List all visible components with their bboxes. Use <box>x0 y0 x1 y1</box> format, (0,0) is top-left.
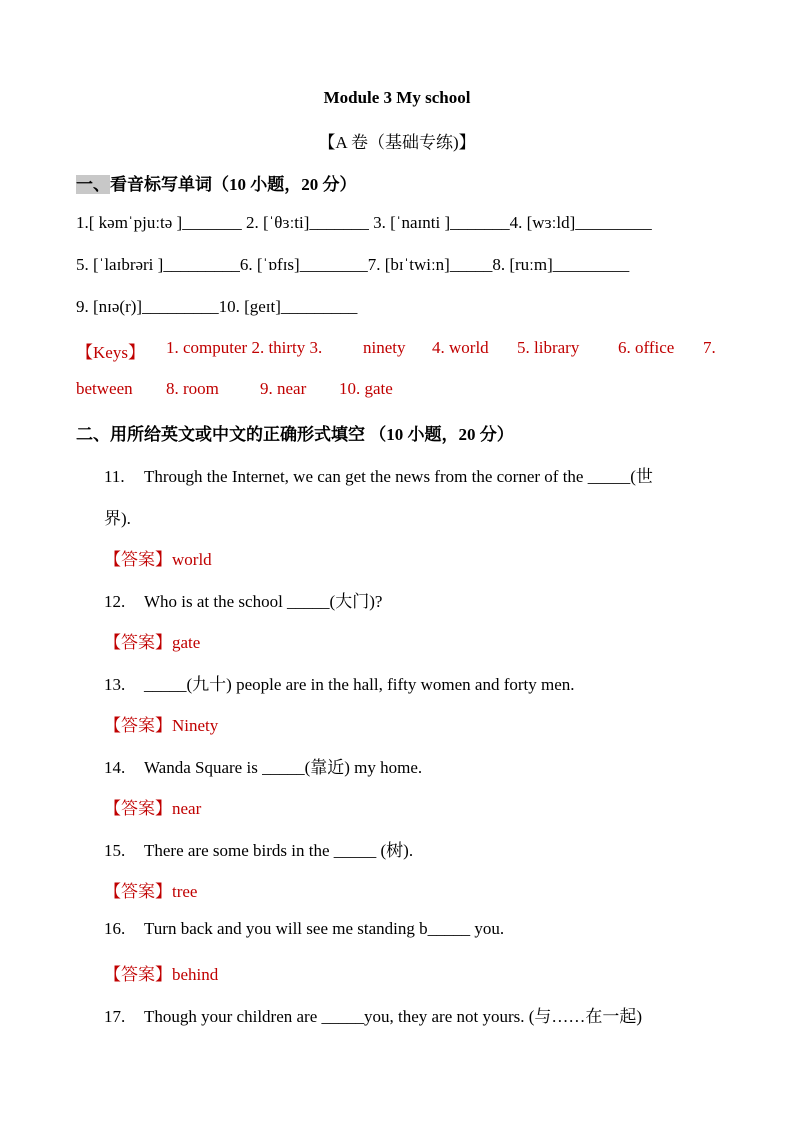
question-text: Turn back and you will see me standing b_____ you. <box>144 919 505 938</box>
answer-label: 【答案】 <box>104 550 172 569</box>
question-text: Wanda Square is _____(靠近) my home. <box>144 758 423 777</box>
keys-line-1 <box>76 338 718 363</box>
question-number: 11. <box>104 467 125 486</box>
section2-heading: 二、用所给英文或中文的正确形式填空 （10 小题，20 分） <box>76 425 514 444</box>
answer-14 <box>104 794 201 819</box>
answer-16 <box>104 960 218 985</box>
phonetic-row-3: 9. [nɪə(r)]_________10. [geɪt]_________ <box>76 297 358 316</box>
keys-item: between <box>76 379 133 398</box>
question-number: 16. <box>104 919 126 938</box>
question-text: Through the Internet, we can get the news from the corner of the _____(世 <box>144 467 653 486</box>
keys-label: 【Keys】 <box>76 343 145 362</box>
question-11 <box>104 462 653 487</box>
phonetic-row-2: 5. [ˈlaɪbrəri ]_________6. [ˈɒfɪs]________7. [bɪˈtwiːn]_____8. [ruːm]_________ <box>76 255 630 274</box>
answer-value: Ninety <box>172 716 219 735</box>
keys-item: 4. world <box>432 338 489 357</box>
question-text: Though your children are _____you, they are not yours. (与……在一起) <box>144 1007 643 1026</box>
question-number: 12. <box>104 592 126 611</box>
keys-item: ninety <box>363 338 406 357</box>
answer-13 <box>104 711 218 736</box>
document-subtitle: 【A 卷（基础专练)】 <box>318 133 476 152</box>
answer-15 <box>104 877 197 902</box>
keys-item: 1. computer 2. thirty 3. <box>166 338 323 357</box>
answer-value: gate <box>172 633 201 652</box>
keys-line-2 <box>76 379 393 399</box>
question-number: 13. <box>104 675 126 694</box>
answer-value: near <box>172 799 202 818</box>
question-text: There are some birds in the _____ (树). <box>144 841 414 860</box>
answer-value: behind <box>172 965 219 984</box>
question-14 <box>104 753 422 778</box>
question-number: 14. <box>104 758 126 777</box>
keys-item: 9. near <box>260 379 307 398</box>
answer-label: 【答案】 <box>104 633 172 652</box>
document-title: Module 3 My school <box>323 88 471 107</box>
answer-label: 【答案】 <box>104 716 172 735</box>
question-number: 17. <box>104 1007 126 1026</box>
section1-heading-text: 看音标写单词（10 小题，20 分） <box>110 175 357 194</box>
answer-label: 【答案】 <box>104 965 172 984</box>
keys-item: 6. office <box>618 338 675 357</box>
keys-item: 7. <box>703 338 716 357</box>
answer-label: 【答案】 <box>104 799 172 818</box>
answer-12 <box>104 628 200 653</box>
section1-heading <box>76 170 357 195</box>
question-15 <box>104 836 413 861</box>
question-13 <box>104 670 575 695</box>
answer-value: tree <box>172 882 198 901</box>
phonetic-row-1: 1.[ kəmˈpjuːtə ]_______ 2. [ˈθɜːti]_______ 3. [ˈnaɪnti ]_______4. [wɜːld]_________ <box>76 213 652 232</box>
keys-item: 8. room <box>166 379 219 398</box>
question-text: _____(九十) people are in the hall, fifty women and forty men. <box>144 675 575 694</box>
question-number: 15. <box>104 841 126 860</box>
question-17 <box>104 1002 642 1027</box>
section1-marker: 一、 <box>76 175 110 194</box>
keys-item: 5. library <box>517 338 580 357</box>
keys-item: 10. gate <box>339 379 393 398</box>
question-12 <box>104 587 382 612</box>
question-11-continued: 界). <box>104 509 131 528</box>
answer-label: 【答案】 <box>104 882 172 901</box>
question-16 <box>104 919 504 939</box>
answer-value: world <box>172 550 212 569</box>
question-text: Who is at the school _____(大门)? <box>144 592 383 611</box>
answer-11 <box>104 545 212 570</box>
